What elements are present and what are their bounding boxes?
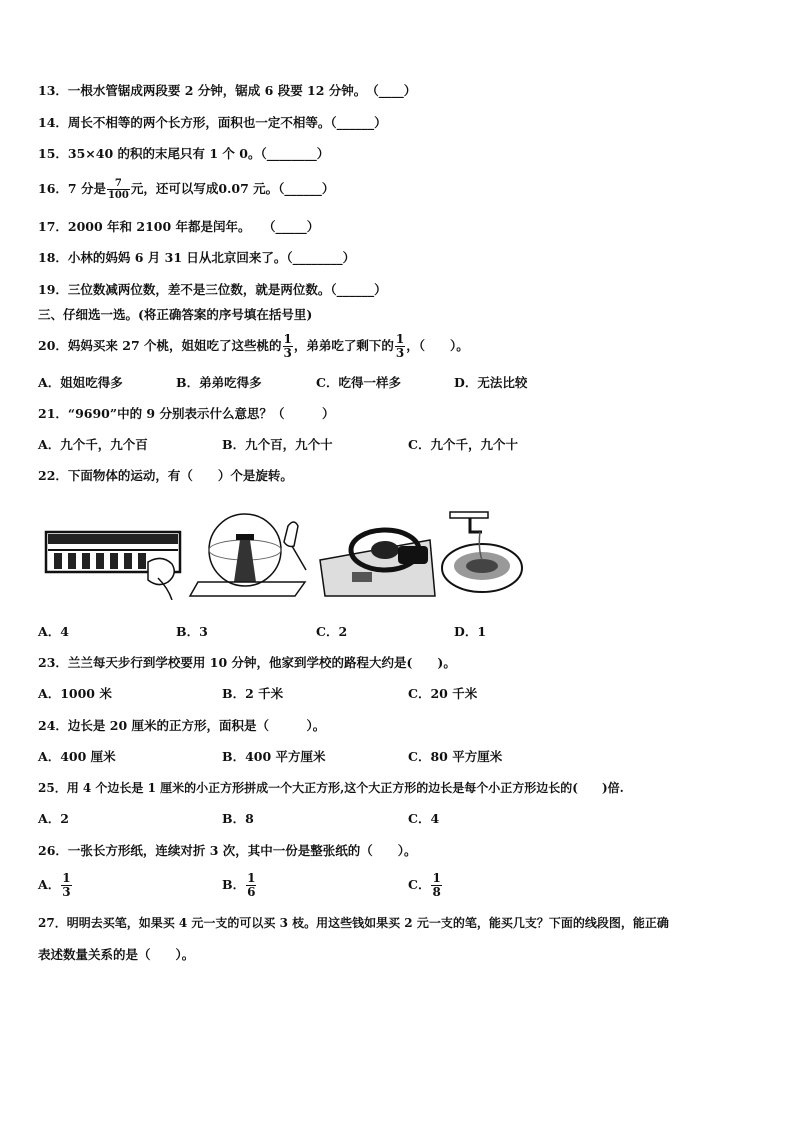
question-20 [38,333,469,360]
q22-option-a[interactable]: A．4 [38,624,69,639]
globe-icon [190,514,306,596]
question-26: 26．一张长方形纸，连续对折 3 次，其中一份是整张纸的（ ）。 [38,843,417,858]
steering-wheel-icon [320,530,435,596]
q22-option-d[interactable]: D．1 [454,624,487,639]
section-3-heading: 三、仔细选一选。(将正确答案的序号填在括号里) [38,307,313,322]
question-24: 24．边长是 20 厘米的正方形，面积是（ ）。 [38,718,326,733]
q21-option-b[interactable]: B．九个百，九个十 [222,437,333,452]
fraction-1-3 [61,872,71,899]
q20-option-a[interactable]: A．姐姐吃得多 [38,375,123,390]
fraction-1-6 [246,872,256,899]
question-15: 15．35×40 的积的末尾只有 1 个 0。（________） [38,146,330,161]
faucet-icon [442,512,522,592]
q25-option-c[interactable]: C．4 [408,811,440,826]
frac-den: 8 [432,885,441,899]
option-label: B． [222,877,246,892]
frac-num: 1 [283,332,292,346]
fraction-1-8 [431,872,441,899]
frac-num: 1 [62,871,71,885]
q26-option-b[interactable] [222,872,257,899]
question-16 [38,178,334,201]
question-18: 18．小林的妈妈 6 月 31 日从北京回来了。（________） [38,250,356,265]
question-27-line2: 表述数量关系的是（ ）。 [38,947,195,962]
frac-num: 7 [107,178,130,190]
option-label: A． [38,877,61,892]
q16-before: 16．7 分是 [38,181,106,196]
q26-option-c[interactable] [408,872,443,899]
q24-option-a[interactable]: A．400 厘米 [38,749,116,764]
fraction-7-100 [107,178,130,201]
frac-den: 6 [247,885,256,899]
frac-den: 3 [395,346,405,360]
frac-num: 1 [395,332,405,346]
q24-option-b[interactable]: B．400 平方厘米 [222,749,326,764]
frac-den: 3 [62,885,71,899]
q26-option-a[interactable] [38,872,73,899]
motion-illustration [40,510,530,600]
question-22: 22．下面物体的运动，有（ ）个是旋转。 [38,468,293,483]
q23-option-c[interactable]: C．20 千米 [408,686,478,701]
q25-option-a[interactable]: A．2 [38,811,69,826]
question-21: 21．“9690”中的 9 分别表示什么意思？（ ） [38,406,335,421]
frac-den: 3 [283,346,292,360]
q20-option-b[interactable]: B．弟弟吃得多 [176,375,262,390]
frac-num: 1 [432,871,441,885]
question-27-line1: 27．明明去买笔，如果买 4 元一支的可以买 3 枝。用这些钱如果买 2 元一支的笔，能买几支？下面的线段图，能正确 [38,916,669,930]
question-19: 19．三位数减两位数，差不是三位数，就是两位数。（______） [38,282,387,297]
fraction-1-3-b [395,333,405,360]
q20-option-c[interactable]: C．吃得一样多 [316,375,401,390]
q20-after: ，（ ）。 [406,338,469,353]
question-14: 14．周长不相等的两个长方形，面积也一定不相等。（______） [38,115,387,130]
q20-option-d[interactable]: D．无法比较 [454,375,528,390]
q20-before: 20．妈妈买来 27 个桃，姐姐吃了这些桃的 [38,338,282,353]
q21-option-a[interactable]: A．九个千，九个百 [38,437,148,452]
question-25: 25．用 4 个边长是 1 厘米的小正方形拼成一个大正方形,这个大正方形的边长是每个小正方形边长的( )倍. [38,781,624,795]
q22-option-b[interactable]: B．3 [176,624,208,639]
q21-option-c[interactable]: C．九个千，九个十 [408,437,518,452]
q20-middle: ，弟弟吃了剩下的 [293,338,394,353]
abacus-icon [46,532,180,600]
fraction-1-3-a [283,333,293,360]
q16-after: 元，还可以写成0.07 元。（______） [130,181,335,196]
question-23: 23．兰兰每天步行到学校要用 10 分钟，他家到学校的路程大约是( )。 [38,655,456,670]
question-13: 13．一根水管锯成两段要 2 分钟，锯成 6 段要 12 分钟。 （____） [38,83,417,98]
q22-option-c[interactable]: C．2 [316,624,348,639]
q25-option-b[interactable]: B．8 [222,811,254,826]
question-17: 17．2000 年和 2100 年都是闰年。 （_____） [38,219,320,234]
motion-pictures [40,510,530,600]
frac-num: 1 [247,871,256,885]
frac-den: 100 [107,190,129,201]
q23-option-b[interactable]: B．2 千米 [222,686,284,701]
q24-option-c[interactable]: C．80 平方厘米 [408,749,503,764]
q23-option-a[interactable]: A．1000 米 [38,686,112,701]
option-label: C． [408,877,431,892]
